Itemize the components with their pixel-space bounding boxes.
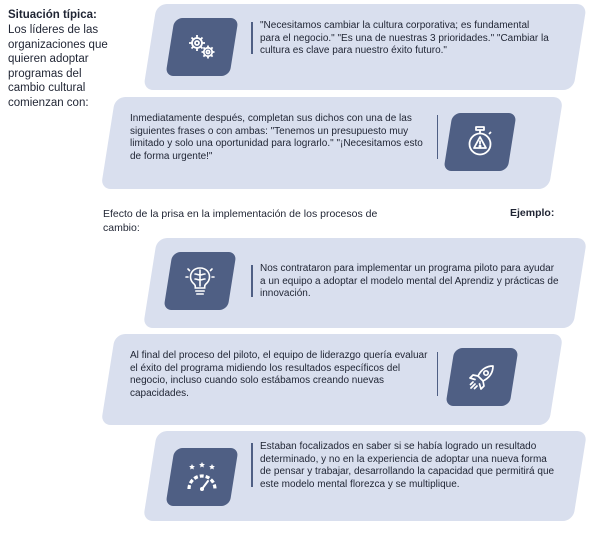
section-label: Efecto de la prisa en la implementación de los procesos de cambio: xyxy=(103,208,378,234)
card-2-icon-box xyxy=(443,113,516,171)
card-3-text: Nos contrataron para implementar un programa piloto para ayudar a un equipo a adoptar el modelo mental del Aprendiz y prácticas de innovación. xyxy=(260,263,559,300)
gears-icon xyxy=(185,32,219,62)
card-1-icon-box xyxy=(165,18,238,76)
brain-lightbulb-icon xyxy=(183,264,217,298)
card-2-text: Inmediatamente después, completan sus dichos con una de las siguientes frases o con ambas: "Tenemos un presupuesto muy limitado y solo una oportunidad para lograrlo." "¡Necesitamos esto de forma urgente!" xyxy=(130,113,430,163)
card-1-text: "Necesitamos cambiar la cultura corporativa; es fundamental para el negocio." "Es una de nuestras 3 prioridades." "Cambiar la cultura es clave para nuestro éxito futuro." xyxy=(260,20,552,58)
card-5-text: Estaban focalizados en saber si se había logrado un resultado determinado, y no en la experiencia de adoptar una nueva forma de pensar y trabajar, desarrollando la capacidad que permitirá que este modelo mental florezca y se multiplique. xyxy=(260,441,560,491)
stopwatch-warning-icon xyxy=(463,125,497,159)
card-3-icon-box xyxy=(163,252,236,310)
situation-text: Los líderes de las organizaciones que quieren adoptar programas del cambio cultural comienzan con: xyxy=(8,24,108,109)
gauge-stars-icon xyxy=(184,461,220,493)
rocket-icon xyxy=(466,361,498,393)
situation-title: Situación típica: xyxy=(8,9,97,21)
card-4-text: Al final del proceso del piloto, el equipo de liderazgo quería evaluar el éxito del programa midiendo los resultados específicos del negocio, incluso cuando solo estábamos creando nuevas capacidades. xyxy=(130,350,430,400)
card-5-icon-box xyxy=(165,448,238,506)
card-4-icon-box xyxy=(445,348,518,406)
example-label: Ejemplo: xyxy=(510,207,555,219)
